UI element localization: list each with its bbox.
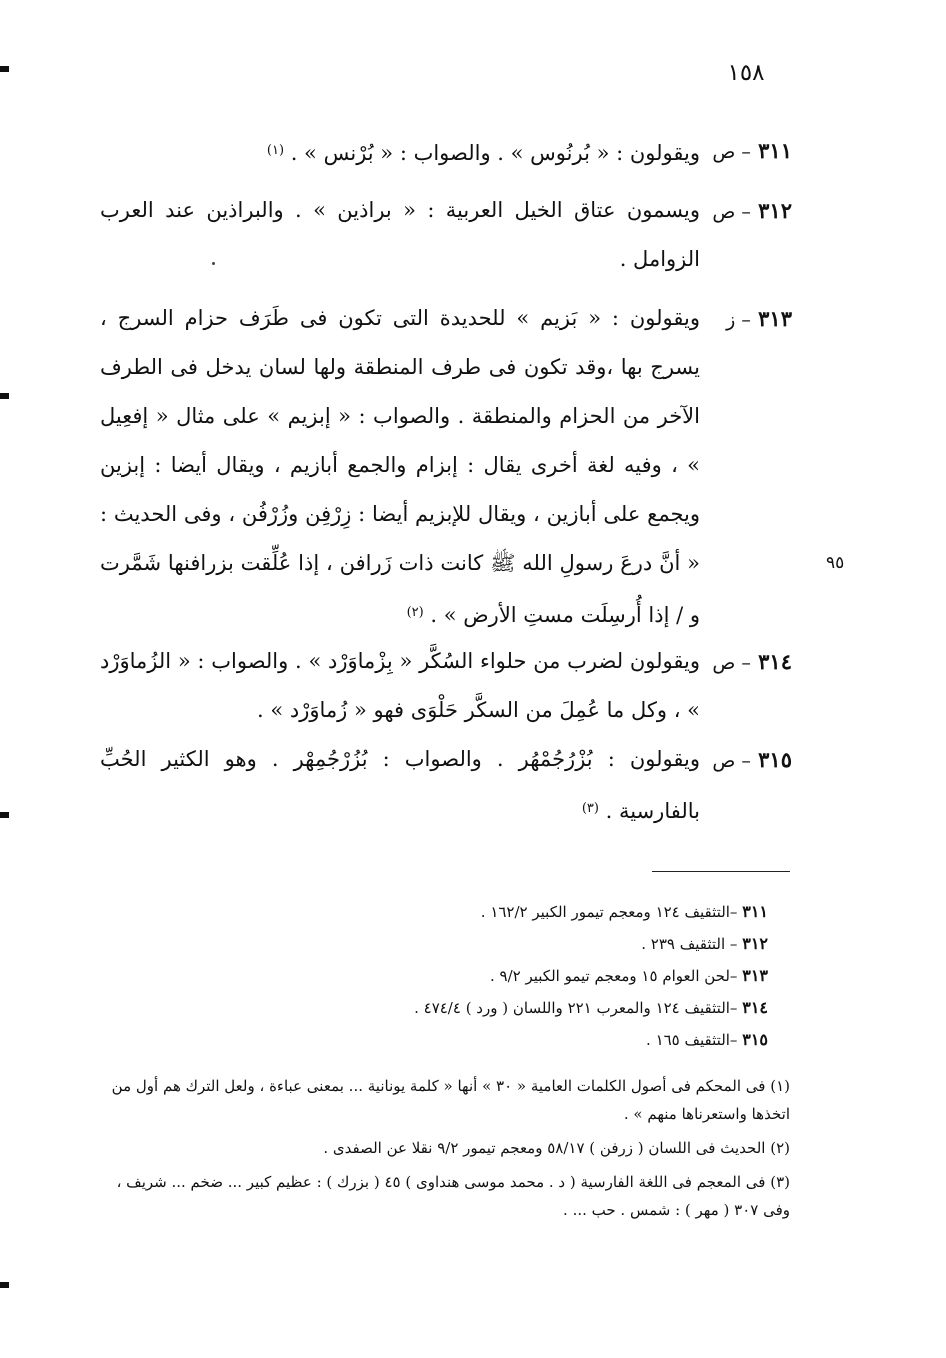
footnote: (٣) فى المعجم فى اللغة الفارسية ( د . محمد موسى هنداوى ) ٤٥ ( بزرك ) : عظيم كبير ... ضخم ... شريف ، وفى ٣٠٧ ( مهر ) : شمس . حب ... .	[116, 1173, 790, 1219]
edge-mark	[0, 66, 9, 72]
reference-line: ٣١٥ –التثقيف ١٦٥ .	[646, 1030, 768, 1049]
entry-text: ويقولون : « بَزيم » للحديدة التى تكون فى طَرَف حزام السرج ، يسرج بها ،وقد تكون فى طرف المنطقة ولها لسان يدخل فى الطرف الآخر من الحزام والمنطقة . والصواب : « إبزيم » على مثال « إفعِيل » ، وفيه لغة أخرى يقال : إبزام والجمع أبازيم ، ويقال أيضا : إبزين ويجمع على أبازين ، ويقال للإبزيم أيضا : زِرْفِن وزُرْفُن ، وفى الحديث : « أنَّ درعَ رسولِ الله ﷺ كانت ذات زَرافن ، إذا عُلِّقت بزرافنها شَمَّرت و / إذا أُرسِلَت مستِ الأرض » . $^{(٢)}$	[100, 306, 701, 627]
footnote: (١) فى المحكم فى أصول الكلمات العامية « ٣٠ » أنها « كلمة يونانية ... بمعنى عباءة ، ولعل الترك هم أول من اتخذها واستعرناها منهم » .	[111, 1077, 790, 1123]
entry-number: ٣١٥ – ص	[712, 747, 792, 772]
edge-mark	[0, 812, 9, 818]
entry-text: ويقولون : « بُرنُوس » . والصواب : « بُرْنس » . $^{(١)}$	[266, 141, 700, 165]
reference-line: ٣١١ –التثقيف ١٢٤ ومعجم تيمور الكبير ١٦٢/٢ .	[480, 902, 768, 921]
footnotes	[92, 1072, 790, 1230]
entry-number: ٣١١ – ص	[712, 138, 792, 163]
source-references	[250, 896, 768, 1056]
page-number: ١٥٨	[727, 60, 765, 86]
footnote-ref: (٢)	[406, 605, 424, 620]
entry-number: ٣١٤ – ص	[712, 649, 792, 674]
entry-text: ويقولون لضرب من حلواء السُكَّر « بِزْماوَرْد » . والصواب : « الزُماوَرْد » ، وكل ما عُمِلَ من السكَّر حَلْوَى فهو « زُماوَرْد » .	[100, 649, 700, 722]
footnote: (٢) الحديث فى اللسان ( زرفن ) ٥٨/١٧ ومعجم تيمور ٩/٢ نقلا عن الصفدى .	[323, 1139, 790, 1157]
entry-311	[100, 126, 792, 178]
entry-text: ويقولون : بُزْرُجُمْهُر . والصواب : بُزُرْجُمِهْر . وهو الكثير الحُبِّ بالفارسية . $^{(٣)}$	[100, 747, 700, 823]
edge-mark	[0, 1282, 9, 1288]
entry-number: ٣١٢ – ص	[712, 198, 792, 223]
reference-line: ٣١٢ – التثقيف ٢٣٩ .	[641, 934, 768, 953]
margin-page-reference: ٩٥	[826, 553, 845, 573]
reference-line: ٣١٤ –التثقيف ١٢٤ والمعرب ٢٢١ واللسان ( ورد ) ٤٧٤/٤ .	[414, 998, 768, 1017]
entry-314	[100, 637, 792, 735]
footnote-ref: (١)	[266, 143, 285, 158]
entry-312	[100, 186, 792, 284]
footnote-ref: (٣)	[581, 801, 599, 816]
reference-line: ٣١٣ –لحن العوام ١٥ ومعجم تيمو الكبير ٩/٢ .	[489, 966, 768, 985]
entry-315	[100, 735, 792, 836]
edge-mark	[0, 393, 9, 399]
entry-number: ٣١٣ – ز	[726, 306, 792, 331]
entry-313	[100, 294, 792, 640]
footnote-divider	[652, 871, 790, 872]
entry-text: ويسمون عتاق الخيل العربية : « براذين » . والبراذين عند العرب الزوامل .	[100, 198, 700, 271]
